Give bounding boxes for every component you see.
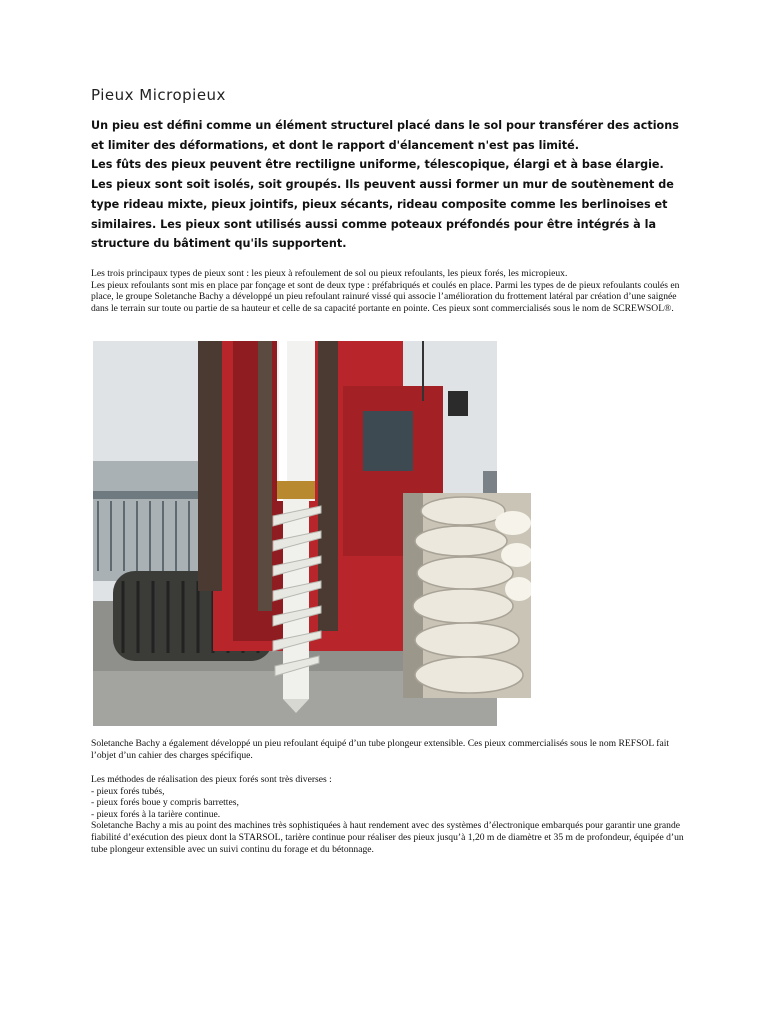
body-paragraph: Soletanche Bachy a mis au point des machines très sophistiquées à haut rendement avec des systèmes d’électronique embarqués pour garantir une grande fiabilité d’exécution des pieux dont la STARSOL, tarière continue pour réaliser des pieux jusqu’à 1,20 m de diamètre et 35 m de profondeur, équipée d’un tube plongeur extensible avec un suivi continu du forage et du bétonnage.: [91, 820, 684, 855]
intro-section: [91, 116, 681, 254]
screw-pile-closeup-photo: [403, 493, 531, 698]
intro-paragraph: Les fûts des pieux peuvent être rectiligne uniforme, télescopique, élargi et à base élargie.: [91, 158, 664, 172]
methods-list: [91, 786, 687, 821]
pile-types-section: [91, 268, 687, 314]
intro-paragraph: Les pieux sont soit isolés, soit groupés. Ils peuvent aussi former un mur de soutènement de type rideau mixte, pieux jointifs, pieux sécants, rideau composite comme les berlinoises et similaires. Les pieux sont utilisés aussi comme poteaux préfondés pour être intégrés à la structure du bâtiment qu'ils supportent.: [91, 178, 674, 251]
page-title: Pieux Micropieux: [91, 86, 226, 104]
refsol-section: [91, 738, 687, 761]
bored-piles-section: [91, 774, 687, 855]
list-item: - pieux forés à la tarière continue.: [91, 808, 221, 820]
body-paragraph: Les méthodes de réalisation des pieux forés sont très diverses :: [91, 774, 332, 785]
screw-pile-closeup-illustration: [403, 493, 531, 698]
list-item: - pieux forés tubés,: [91, 785, 165, 797]
body-paragraph: Les trois principaux types de pieux sont : les pieux à refoulement de sol ou pieux refoulants, les pieux forés, les micropieux.: [91, 268, 568, 279]
body-paragraph: Soletanche Bachy a également développé un pieu refoulant équipé d’un tube plongeur extensible. Ces pieux commercialisés sous le nom REFSOL fait l’objet d’un cahier des charges spécifique.: [91, 738, 670, 761]
body-paragraph: Les pieux refoulants sont mis en place par fonçage et sont de deux type : préfabriqués et coulés en place. Parmi les types de de pieux refoulants coulés en place, le groupe Soletanche Bachy a développé un pieu refoulant rainuré vissé qui associe l’amélioration du frottement latéral par création d’une saignée dans le terrain sur toute ou partie de sa hauteur et celle de sa capacité portante en pointe. Ces pieux sont commercialisés sous le nom de SCREWSOL®.: [91, 279, 680, 314]
intro-paragraph: Un pieu est défini comme un élément structurel placé dans le sol pour transférer des actions et limiter des déformations, et dont le rapport d'élancement n'est pas limité.: [91, 119, 679, 152]
list-item: - pieux forés boue y compris barrettes,: [91, 797, 239, 809]
